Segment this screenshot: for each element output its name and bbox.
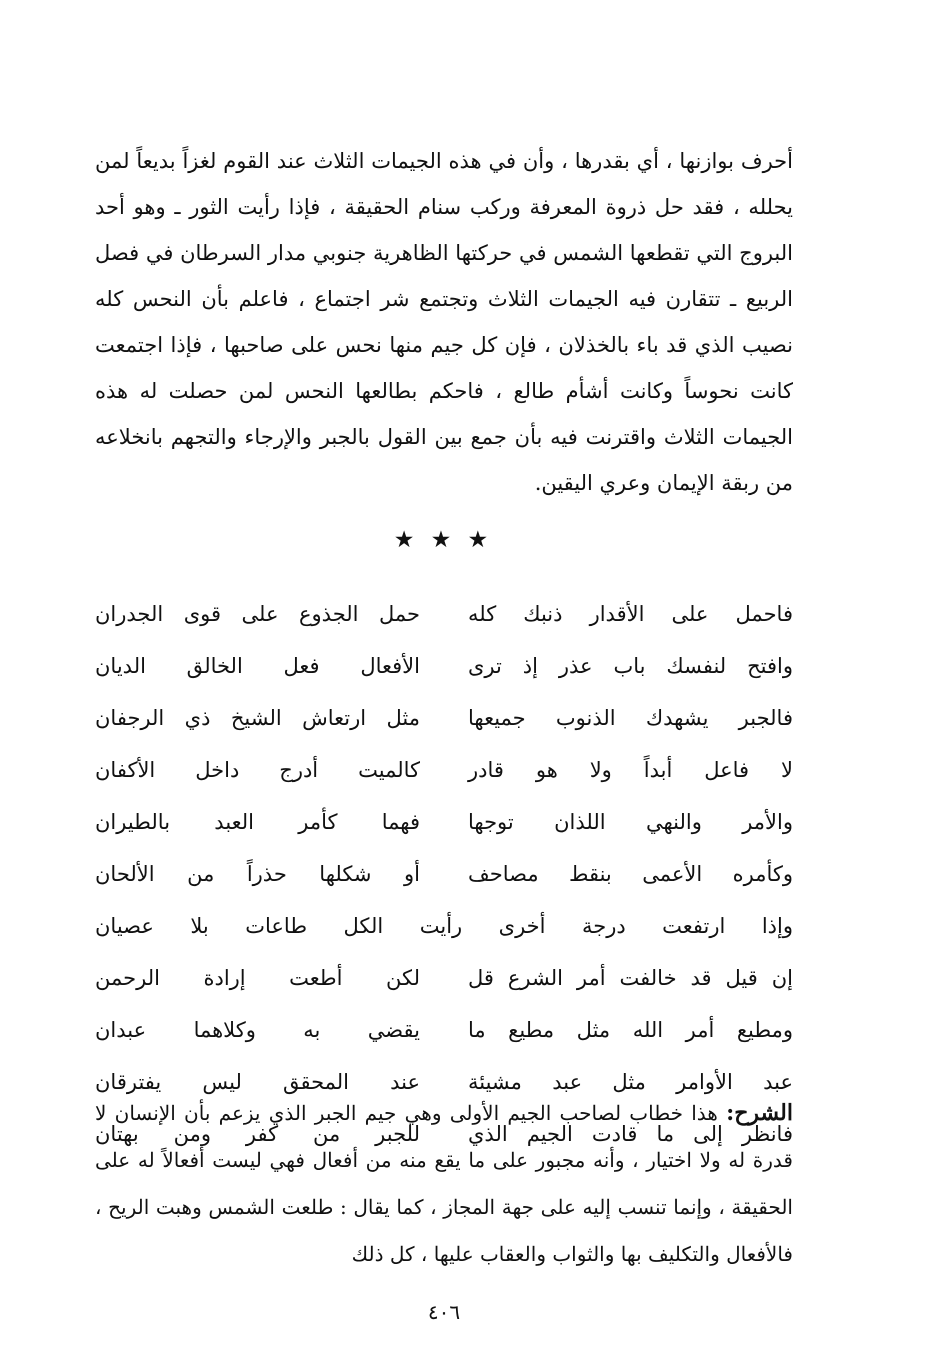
verse-2-second-hemistich: الأفعال فعل الخالق الديان (95, 654, 420, 678)
verse-3 (95, 692, 793, 744)
verse-6-first-hemistich: وكأمره الأعمى بنقط مصاحف (468, 862, 793, 886)
verse-5 (95, 796, 793, 848)
verse-6-second-hemistich: أو شكلها حذراً من الألحان (95, 862, 420, 886)
commentary-label: الشرح: (726, 1100, 793, 1126)
verse-5-second-hemistich: فهما كأمر العبد بالطيران (95, 810, 420, 834)
verse-11-second-hemistich: للجبر من كفر ومن بهتان (95, 1122, 420, 1146)
verse-7-full-line (95, 900, 793, 952)
verse-1-first-hemistich: فاحمل على الأقدار ذنبك كله (468, 602, 793, 626)
page-number: ٤٠٦ (427, 1300, 461, 1324)
verse-10-first-hemistich: عبد الأوامر مثل عبد مشيئة (468, 1070, 793, 1094)
prose-text: أحرف بوازنها ، أي بقدرها ، وأن في هذه الجيمات الثلاث عند القوم لغزاً بديعاً لمن يحلله ، فقد حل ذروة المعرفة وركب سنام الحقيقة ، فإذا رأيت الثور ـ وهو أحد البروج التي تقطعها الشمس في حركتها الظاهرية جنوبي مدار السرطان في فصل الربيع ـ تتقارن فيه الجيمات الثلاث وتجتمع شر اجتماع ، فاعلم بأن النحس كله نصيب الذي قد باء بالخذلان ، فإن كل جيم منها نحس على صاحبها ، فإذا اجتمعت كانت نحوساً وكانت أشأم طالع ، فاحكم بطالعها النحس لمن حصلت له هذه الجيمات الثلاث واقترنت فيه بأن جمع بين القول بالجبر والإرجاء والتجهم بانخلاعه من ربقة الإيمان وعري اليقين. (95, 149, 794, 495)
verse-9-second-hemistich: يقضي به وكلاهما عبدان (95, 1018, 420, 1042)
verse-2-first-hemistich: وافتح لنفسك باب عذر إذ ترى (468, 654, 793, 678)
poem (95, 588, 793, 1160)
verse-2 (95, 640, 793, 692)
verse-9 (95, 1004, 793, 1056)
verse-8-second-hemistich: لكن أطعت إرادة الرحمن (95, 966, 420, 990)
verse-9-first-hemistich: ومطيع أمر الله مثل مطيع ما (468, 1018, 793, 1042)
verse-8 (95, 952, 793, 1004)
verse-7-text: وإذا ارتفعت درجة أخرى رأيت الكل طاعات بلا عصيان (95, 914, 793, 938)
commentary-text: هذا خطاب لصاحب الجيم الأولى وهي جيم الجبر الذي يزعم بأن الإنسان لا قدرة له ولا اختيار ، وأنه مجبور على ما يقع منه من أفعال فهي ليست أفعالاً له على الحقيقة ، وإنما تنسب إليه على جهة المجاز ، كما يقال : طلعت الشمس وهبت الريح ، فالأفعال والتكليف بها والثواب والعقاب عليها ، كل ذلك (95, 1101, 793, 1266)
prose-paragraph (95, 138, 793, 506)
commentary-paragraph (95, 1090, 793, 1278)
verse-3-first-hemistich: فالجبر يشهدك الذنوب جميعها (468, 706, 793, 730)
verse-1-second-hemistich: حمل الجذوع على قوى الجدران (95, 602, 420, 626)
verse-4-first-hemistich: لا فاعل أبداً ولا هو قادر (468, 758, 793, 782)
verse-6 (95, 848, 793, 900)
verse-8-first-hemistich: إن قيل قد خالفت أمر الشرع قل (468, 966, 793, 990)
section-separator: ★ ★ ★ (395, 527, 493, 551)
verse-5-first-hemistich: والأمر والنهي اللذان توجها (468, 810, 793, 834)
verse-4 (95, 744, 793, 796)
verse-1 (95, 588, 793, 640)
verse-11-first-hemistich: فانظر إلى ما قادت الجيم الذي (468, 1122, 793, 1146)
verse-3-second-hemistich: مثل ارتعاش الشيخ ذي الرجفان (95, 706, 420, 730)
verse-10-second-hemistich: عند المحقق ليس يفترقان (95, 1070, 420, 1094)
verse-4-second-hemistich: كالميت أدرج داخل الأكفان (95, 758, 420, 782)
book-page (95, 0, 793, 1366)
